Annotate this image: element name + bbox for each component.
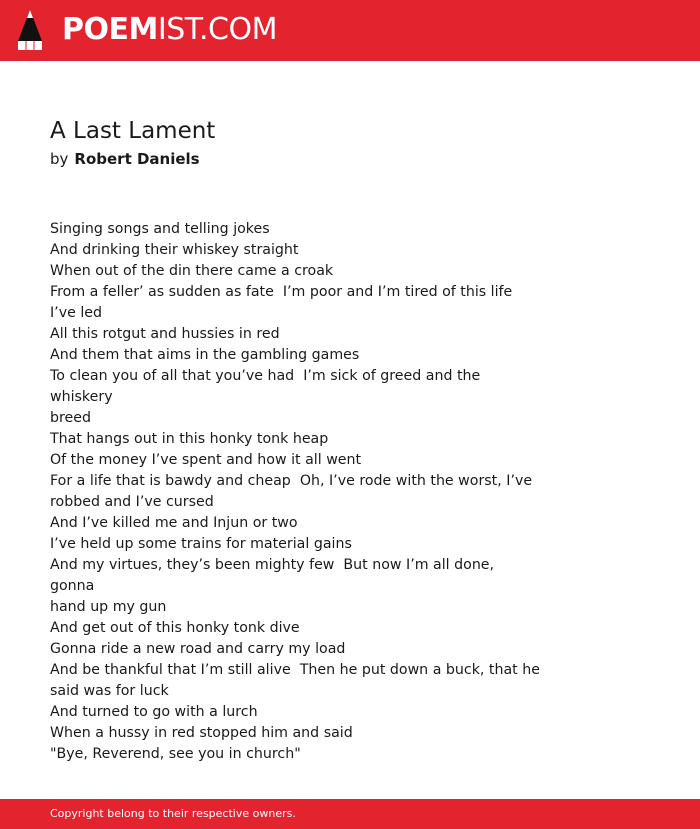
poem-line: And my virtues, they’s been mighty few But now I’m all done, gonna [50, 557, 499, 594]
poem-line: "Bye, Reverend, see you in church" [50, 746, 301, 762]
poem-body [50, 219, 540, 765]
poem-line: breed [50, 410, 91, 426]
poem-line: Gonna ride a new road and carry my load [50, 641, 346, 657]
poem-line: And drinking their whiskey straight [50, 242, 299, 258]
poem-line: And get out of this honky tonk dive [50, 620, 300, 636]
poem-line: From a feller’ as sudden as fate I’m poor and I’m tired of this life [50, 284, 513, 300]
poem-line: That hangs out in this honky tonk heap [50, 431, 329, 447]
poem-line: Of the money I’ve spent and how it all went [50, 452, 362, 468]
poem-line: said was for luck [50, 683, 169, 699]
copyright-text: Copyright belong to their respective owners. [50, 807, 296, 820]
poem-line: All this rotgut and hussies in red [50, 326, 280, 342]
poem-line: And them that aims in the gambling games [50, 347, 360, 363]
poem-line: robbed and I’ve cursed [50, 494, 214, 510]
poem-line: hand up my gun [50, 599, 167, 615]
poem-line: And I’ve killed me and Injun or two [50, 515, 298, 531]
poem-title: A Last Lament [50, 118, 216, 144]
poem-line: I’ve held up some trains for material gains [50, 536, 352, 552]
author-name: Robert Daniels [74, 150, 200, 168]
by-label: by [50, 150, 69, 168]
pencil-icon [17, 9, 43, 51]
site-header [0, 0, 700, 61]
poem-line: I’ve led [50, 305, 103, 321]
poem-line: And turned to go with a lurch [50, 704, 258, 720]
poem-line: To clean you of all that you’ve had I’m sick of greed and the whiskery [50, 368, 485, 405]
poem-line: When a hussy in red stopped him and said [50, 725, 353, 741]
site-logo-text[interactable] [62, 12, 277, 48]
brand-bold: POEM [62, 12, 158, 47]
site-footer [0, 799, 700, 829]
byline [50, 148, 200, 170]
brand-light: IST.COM [157, 12, 277, 47]
poem-line: When out of the din there came a croak [50, 263, 334, 279]
poem-line: Singing songs and telling jokes [50, 221, 270, 237]
poem-line: And be thankful that I’m still alive Then he put down a buck, that he [50, 662, 540, 678]
poem-line: For a life that is bawdy and cheap Oh, I’ve rode with the worst, I’ve [50, 473, 533, 489]
